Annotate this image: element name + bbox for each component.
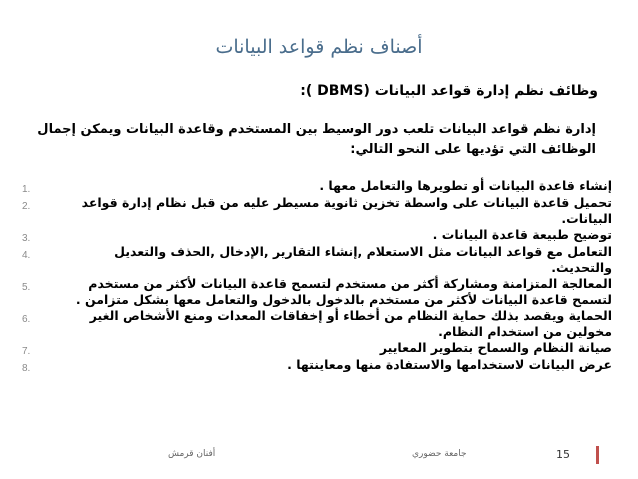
item-text: صيانة النظام والسماح بتطوير المعايير — [379, 340, 612, 355]
list-item — [22, 308, 612, 340]
footer-author: أفنان قرمش — [168, 449, 216, 459]
slide-title: أصناف نظم قواعد البيانات — [215, 36, 423, 58]
list-item — [22, 227, 612, 244]
functions-list — [22, 178, 612, 374]
list-item — [22, 244, 612, 276]
item-number: 8. — [22, 363, 31, 374]
slide-footer — [0, 446, 638, 466]
item-number: 4. — [22, 250, 31, 261]
item-number: 5. — [22, 282, 31, 293]
section-heading: وظائف نظم إدارة قواعد البيانات (DBMS ): — [300, 83, 598, 99]
page-number: 15 — [556, 448, 570, 461]
item-text: توضيح طبيعة قاعدة البيانات . — [432, 227, 612, 242]
item-text: تحميل قاعدة البيانات على واسطة تخزين ثانوية مسيطر عليه من قبل نظام إدارة قواعد البيانات. — [81, 195, 612, 226]
list-item — [22, 276, 612, 308]
item-text: عرض البيانات لاستخدامها والاستفادة منها ومعاينتها . — [287, 357, 612, 372]
item-text: الحماية ويقصد بذلك حماية النظام من أخطاء أو إخفاقات المعدات ومنع الأشخاص الغير مخولين من استخدام النظام. — [89, 308, 612, 339]
intro-paragraph: إدارة نظم قواعد البيانات تلعب دور الوسيط بين المستخدم وقاعدة البيانات ويمكن إجمال الوظائف التي تؤديها على النحو التالي: — [37, 122, 596, 157]
item-text: إنشاء قاعدة البيانات أو تطويرها والتعامل معها . — [319, 178, 612, 193]
list-item — [22, 195, 612, 227]
item-text: التعامل مع قواعد البيانات مثل الاستعلام ,إنشاء التقارير ,الإدخال ,الحذف والتعديل والتحديث. — [114, 244, 612, 275]
item-number: 3. — [22, 233, 31, 244]
footer-university: جامعة حضوري — [412, 449, 467, 459]
list-item — [22, 340, 612, 357]
item-number: 2. — [22, 201, 31, 212]
item-number: 1. — [22, 184, 31, 195]
item-number: 7. — [22, 346, 31, 357]
list-item — [22, 357, 612, 374]
footer-accent-bar — [596, 446, 599, 464]
item-text: المعالجة المتزامنة ومشاركة أكثر من مستخدم لتسمح قاعدة البيانات لأكثر من مستخدم لتسمح قاعدة البيانات لأكثر من مستخدم بالدخول بالدخول والتعامل معها بشكل متزامن . — [75, 276, 612, 307]
list-item — [22, 178, 612, 195]
item-number: 6. — [22, 314, 31, 325]
